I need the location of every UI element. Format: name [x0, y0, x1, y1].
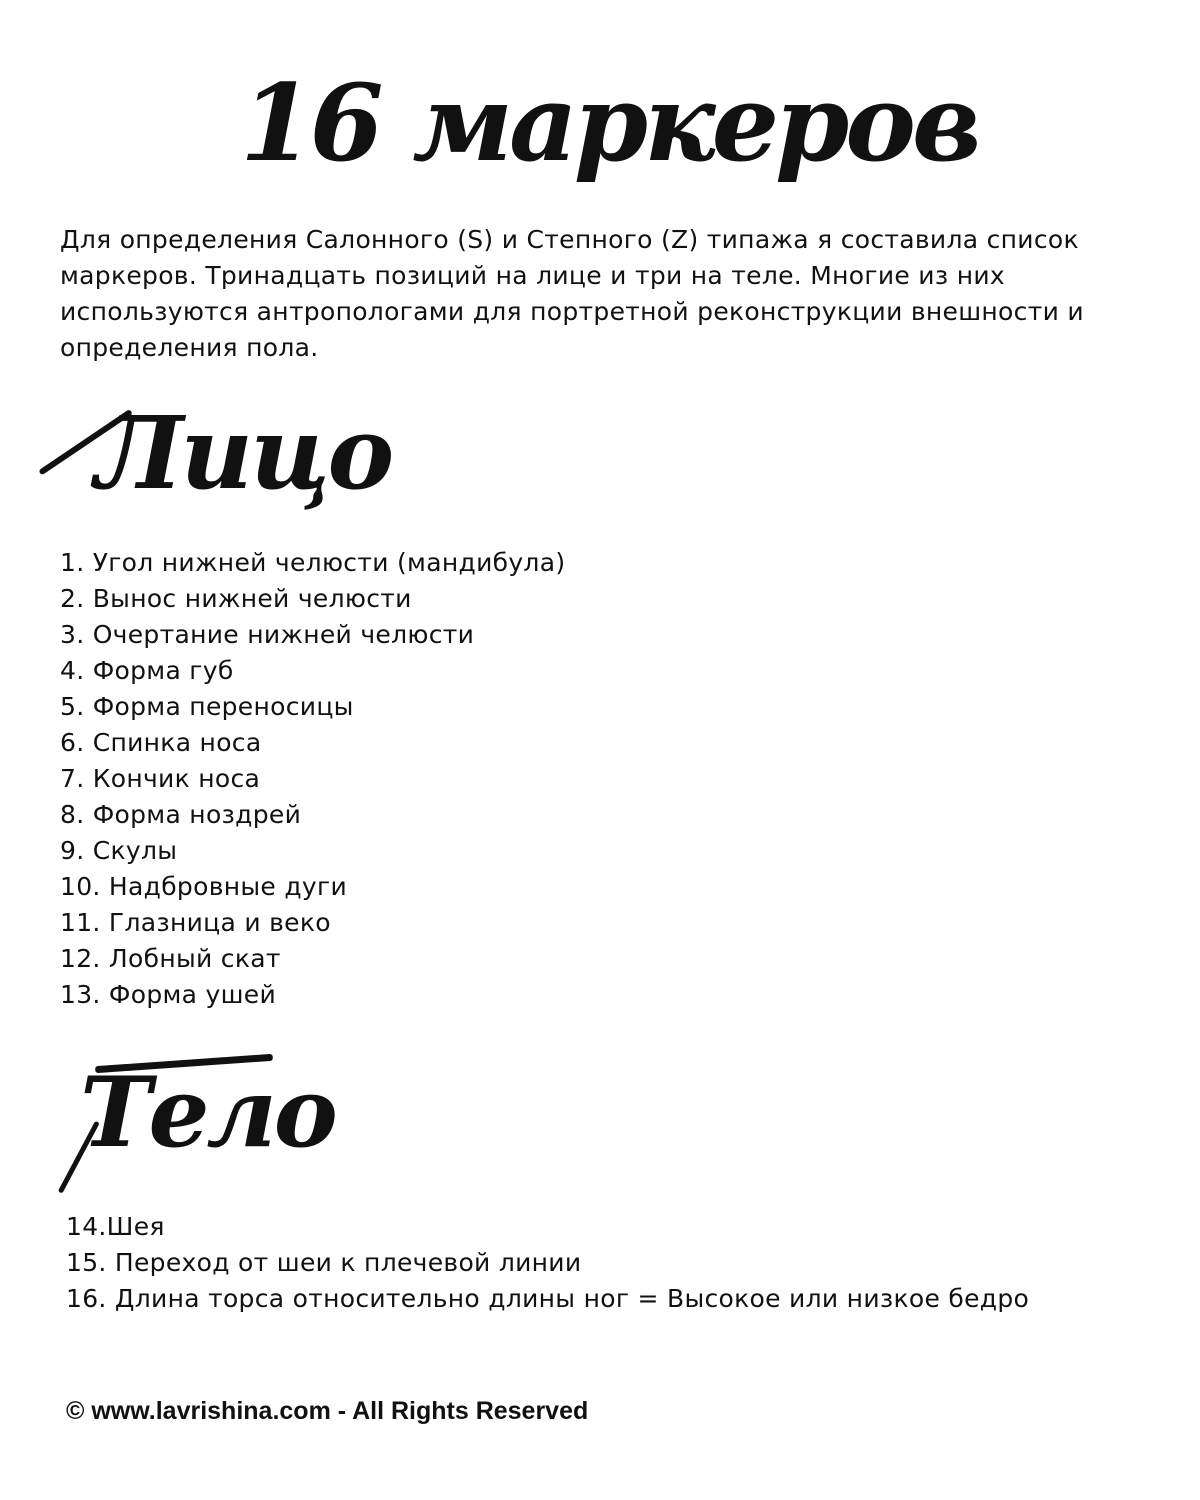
- list-item: 13. Форма ушей: [60, 980, 277, 1009]
- list-item: 10. Надбровные дуги: [60, 872, 347, 901]
- copyright-notice: © www.lavrishina.com - All Rights Reserved: [66, 1397, 589, 1425]
- list-item: 11. Глазница и веко: [60, 908, 331, 937]
- list-item: 4. Форма губ: [60, 656, 234, 685]
- list-item: 3. Очертание нижней челюсти: [60, 620, 475, 649]
- list-item: 16. Длина торса относительно длины ног = Высокое или низкое бедро: [66, 1284, 1030, 1313]
- list-item: 15. Переход от шеи к плечевой линии: [66, 1248, 582, 1277]
- section-title-body: Тело: [80, 1056, 335, 1169]
- face-marker-list: [60, 545, 565, 1013]
- list-item: 6. Спинка носа: [60, 728, 262, 757]
- page-title: 16 маркеров: [240, 60, 978, 185]
- list-item: 1. Угол нижней челюсти (мандибула): [60, 548, 566, 577]
- section-title-face: Лицо: [95, 394, 392, 512]
- list-item: 2. Вынос нижней челюсти: [60, 584, 412, 613]
- list-item: 8. Форма ноздрей: [60, 800, 302, 829]
- list-item: 5. Форма переносицы: [60, 692, 354, 721]
- list-item: 12. Лобный скат: [60, 944, 281, 973]
- list-item: 14.Шея: [66, 1212, 165, 1241]
- list-item: 7. Кончик носа: [60, 764, 261, 793]
- list-item: 9. Скулы: [60, 836, 178, 865]
- body-marker-list: [66, 1209, 1029, 1317]
- intro-paragraph: Для определения Салонного (S) и Степного (Z) типажа я составила список маркеров. Тринадцать позиций на лице и три на теле. Многие из них используются антропологами для портретной реконструкции внешности и определения пола.: [60, 225, 1084, 362]
